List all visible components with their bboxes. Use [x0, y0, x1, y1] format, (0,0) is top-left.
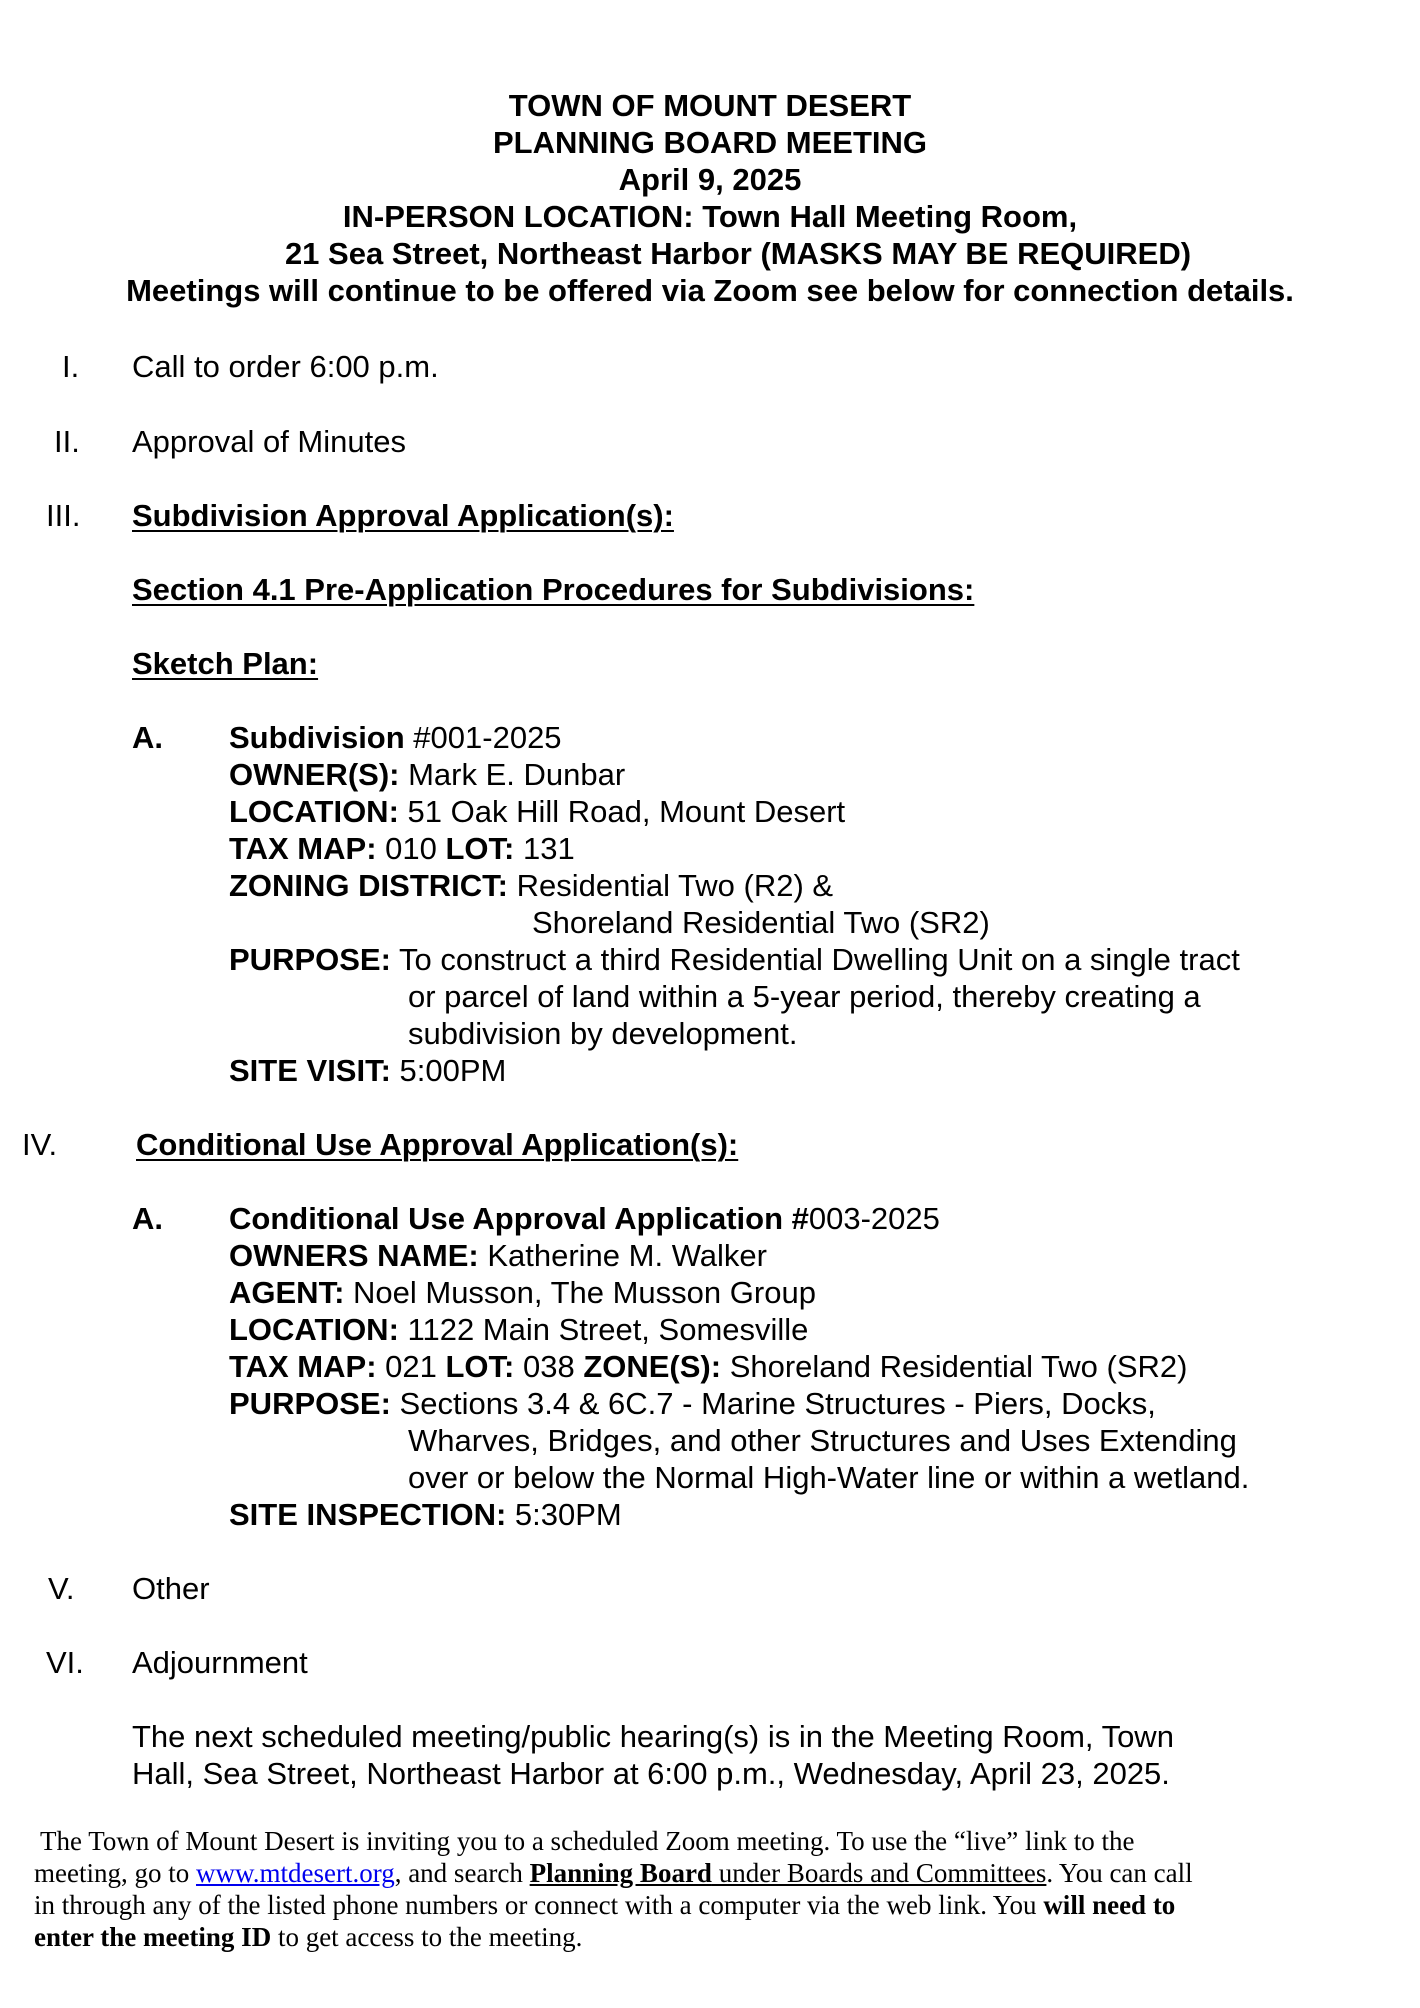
conditional-use-location: LOCATION: 1122 Main Street, Somesville — [229, 1312, 809, 1347]
subdivision-zoning: ZONING DISTRICT: Residential Two (R2) & — [229, 868, 834, 903]
conditional-use-tax-map: TAX MAP: 021 LOT: 038 ZONE(S): Shoreland Residential Two (SR2) — [229, 1349, 1188, 1384]
next-meeting-line2: Hall, Sea Street, Northeast Harbor at 6:00 p.m., Wednesday, April 23, 2025. — [132, 1756, 1170, 1791]
agenda-item-adjournment: Adjournment — [132, 1645, 308, 1680]
conditional-use-purpose: PURPOSE: Sections 3.4 & 6C.7 - Marine Structures - Piers, Docks, — [229, 1386, 1156, 1421]
subdivision-owner: OWNER(S): Mark E. Dunbar — [229, 757, 626, 792]
header-line-address: 21 Sea Street, Northeast Harbor (MASKS MAY BE REQUIRED) — [284, 236, 1192, 271]
subdivision-approval-heading: Subdivision Approval Application(s): — [132, 498, 674, 533]
agenda-number-iv: IV. — [22, 1127, 58, 1162]
agenda-item-other: Other — [132, 1571, 210, 1606]
conditional-use-purpose-line2: Wharves, Bridges, and other Structures and Uses Extending — [408, 1423, 1237, 1458]
next-meeting-line1: The next scheduled meeting/public hearing(s) is in the Meeting Room, Town — [132, 1719, 1174, 1754]
zoom-info-line2: meeting, go to www.mtdesert.org, and search Planning Board under Boards and Committees. You can call — [34, 1858, 1193, 1888]
subdivision-number: Subdivision #001-2025 — [229, 720, 562, 755]
agenda-number-i: I. — [62, 349, 80, 384]
conditional-use-purpose-line3: over or below the Normal High-Water line or within a wetland. — [408, 1460, 1250, 1495]
header-line-location: IN-PERSON LOCATION: Town Hall Meeting Room, — [342, 199, 1078, 234]
header-line-town: TOWN OF MOUNT DESERT — [508, 88, 912, 123]
subdivision-purpose: PURPOSE: To construct a third Residential Dwelling Unit on a single tract — [229, 942, 1240, 977]
conditional-use-site-inspection: SITE INSPECTION: 5:30PM — [229, 1497, 622, 1532]
subdivision-tax-map: TAX MAP: 010 LOT: 131 — [229, 831, 575, 866]
agenda-number-v: V. — [48, 1571, 75, 1606]
subdivision-purpose-line2: or parcel of land within a 5-year period, thereby creating a — [408, 979, 1201, 1014]
agenda-number-iii: III. — [46, 498, 81, 533]
mtdesert-website-link[interactable]: www.mtdesert.org — [195, 1858, 395, 1888]
subdivision-item-letter: A. — [132, 720, 163, 755]
header-line-zoom-note: Meetings will continue to be offered via Zoom see below for connection details. — [126, 273, 1294, 308]
conditional-use-owners: OWNERS NAME: Katherine M. Walker — [229, 1238, 767, 1273]
subdivision-zoning-line2: Shoreland Residential Two (SR2) — [532, 905, 990, 940]
conditional-use-heading: Conditional Use Approval Application(s): — [136, 1127, 739, 1162]
zoom-info-line1: The Town of Mount Desert is inviting you to a scheduled Zoom meeting. To use the “live” link to the — [40, 1826, 1135, 1856]
conditional-use-item-letter: A. — [132, 1201, 163, 1236]
agenda-number-vi: VI. — [46, 1645, 84, 1680]
header-line-meeting: PLANNING BOARD MEETING — [493, 125, 927, 160]
sketch-plan-heading: Sketch Plan: — [132, 646, 319, 681]
agenda-number-ii: II. — [54, 424, 80, 459]
subdivision-site-visit: SITE VISIT: 5:00PM — [229, 1053, 507, 1088]
agenda-item-call-to-order: Call to order 6:00 p.m. — [132, 349, 439, 384]
subdivision-location: LOCATION: 51 Oak Hill Road, Mount Desert — [229, 794, 846, 829]
zoom-info-line4: enter the meeting ID to get access to the meeting. — [34, 1922, 583, 1952]
section-4-1-heading: Section 4.1 Pre-Application Procedures for Subdivisions: — [132, 572, 975, 607]
subdivision-purpose-line3: subdivision by development. — [408, 1016, 798, 1051]
conditional-use-agent: AGENT: Noel Musson, The Musson Group — [229, 1275, 816, 1310]
agenda-item-approval-minutes: Approval of Minutes — [132, 424, 406, 459]
zoom-info-line3: in through any of the listed phone numbers or connect with a computer via the web link. You will need to — [34, 1890, 1176, 1920]
conditional-use-application: Conditional Use Approval Application #003-2025 — [229, 1201, 940, 1236]
header-line-date: April 9, 2025 — [618, 162, 802, 197]
planning-board-link-text: Planning Board — [529, 1858, 712, 1888]
